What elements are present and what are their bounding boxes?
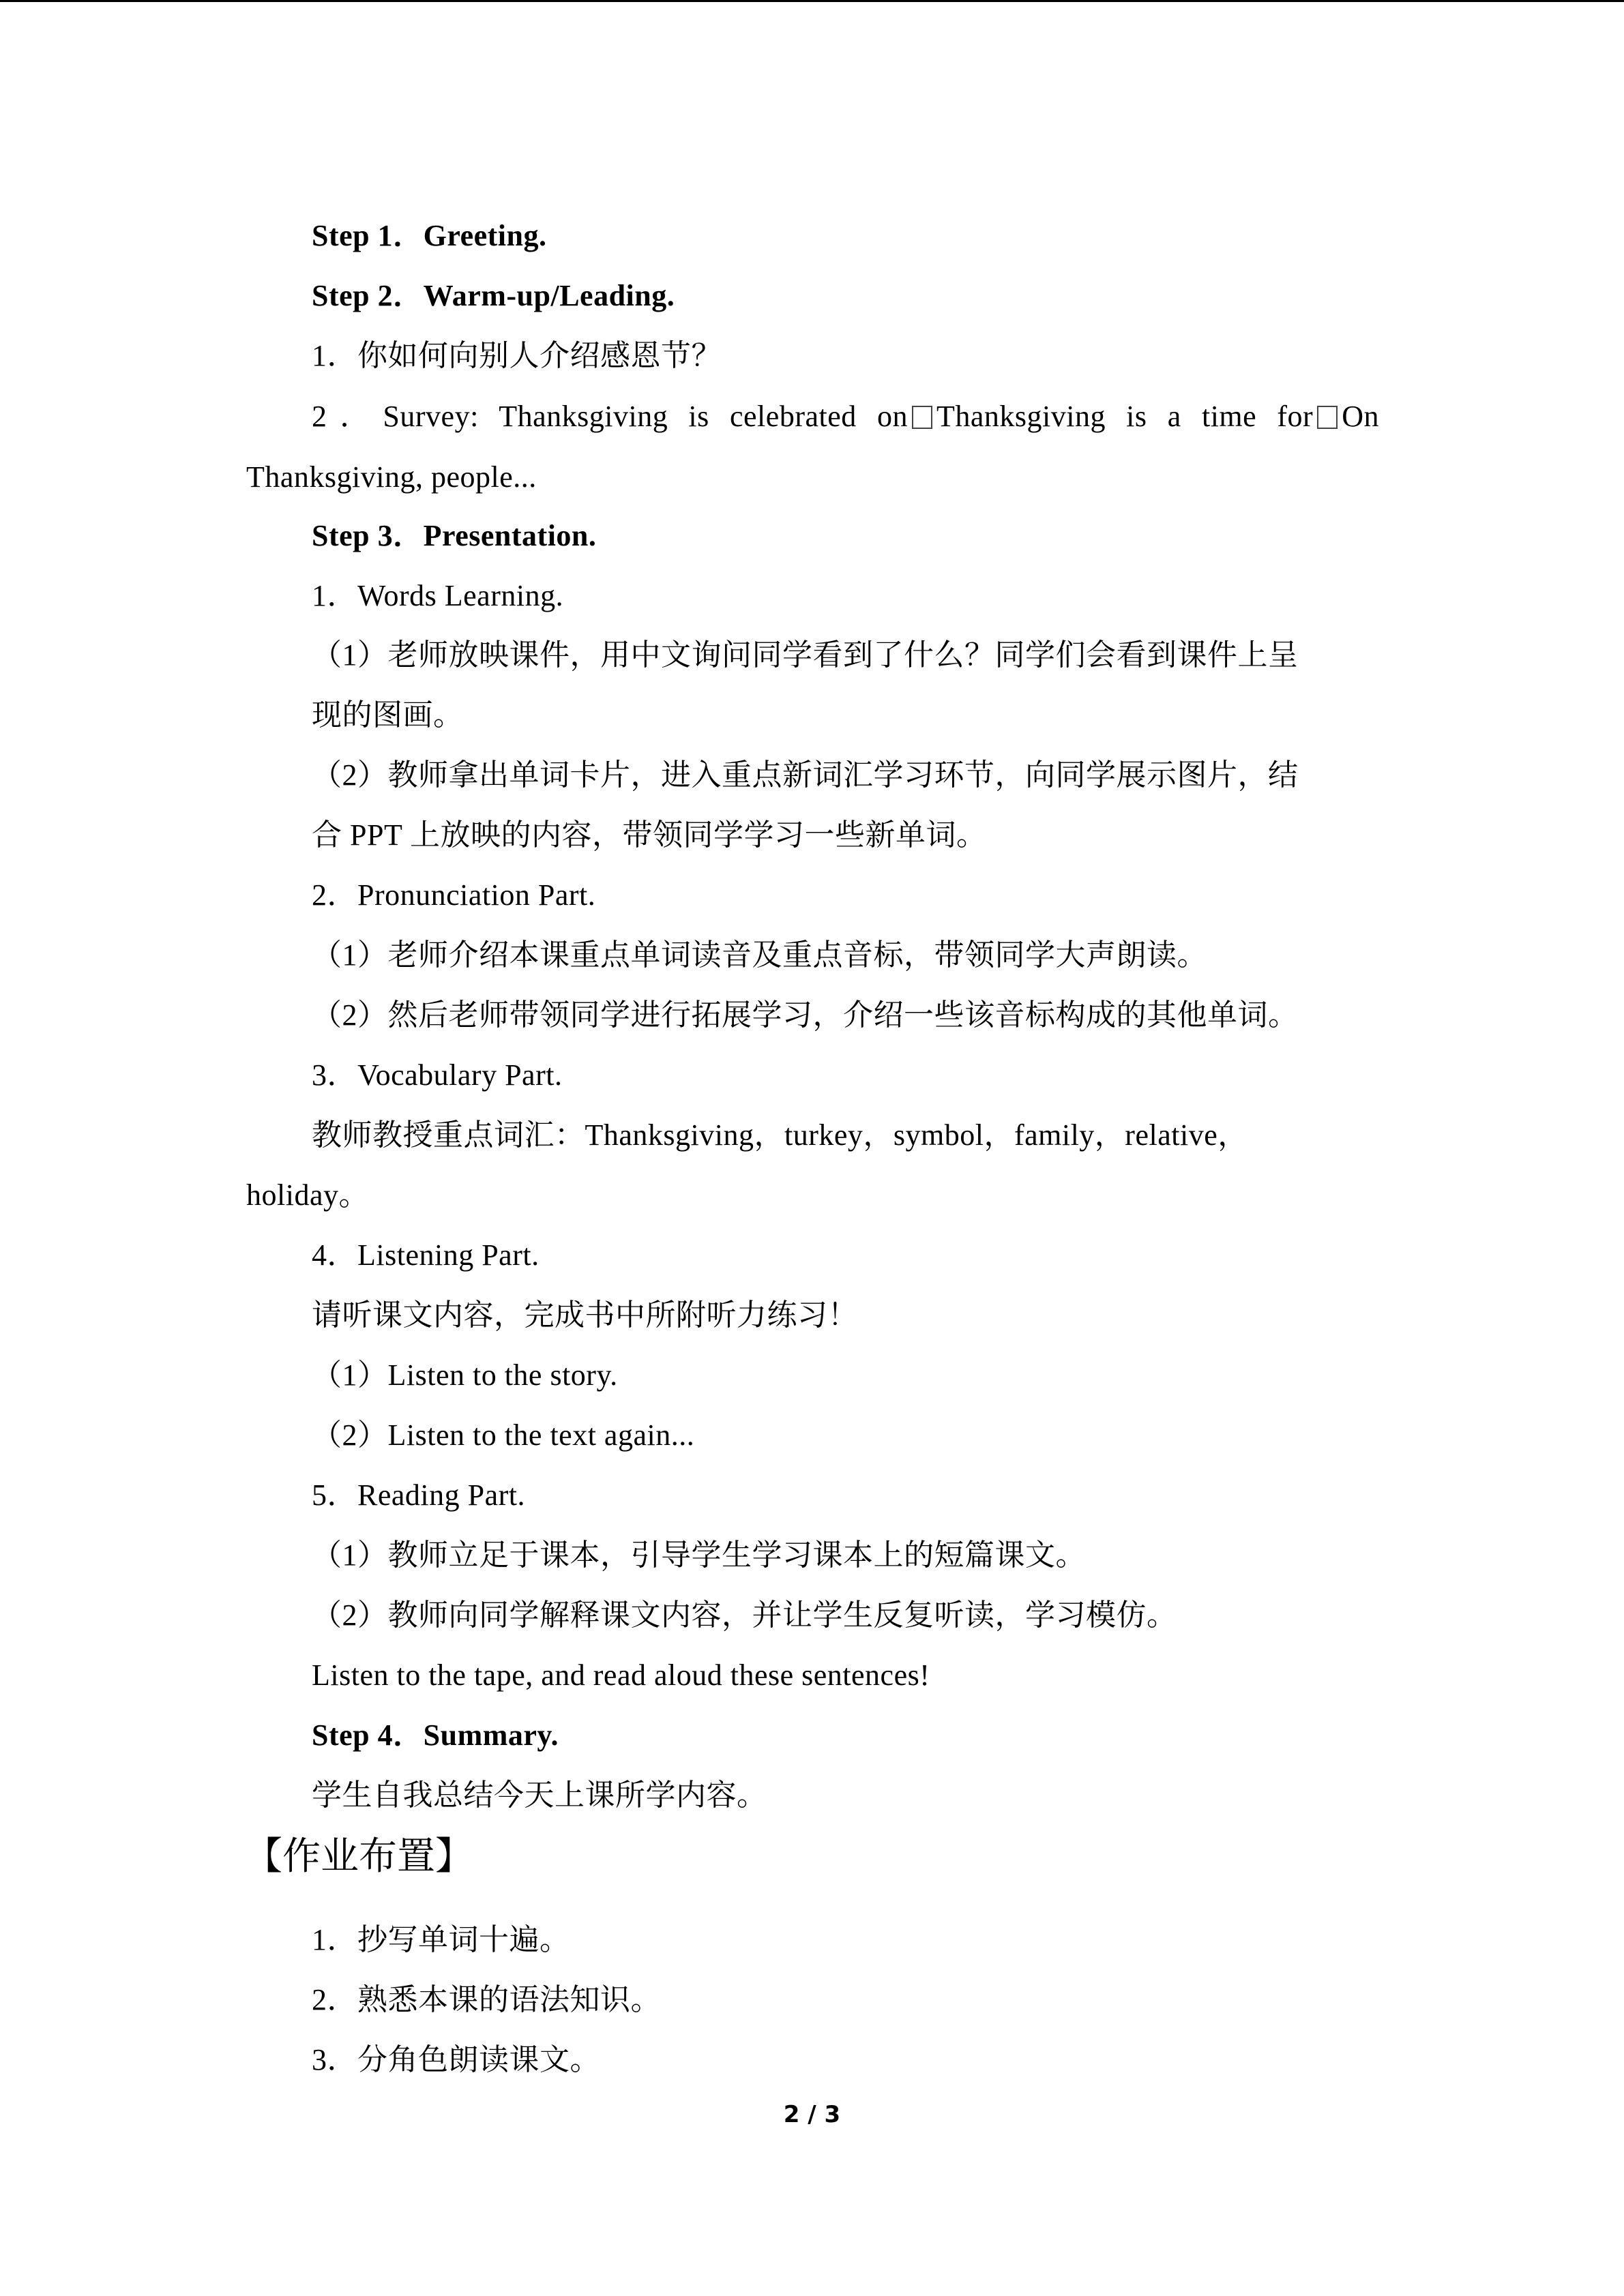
blank-box-icon — [1317, 406, 1338, 429]
list-item: 5．Reading Part. — [312, 1478, 526, 1512]
sub-item: （1）老师介绍本课重点单词读音及重点音标，带领同学大声朗读。 — [312, 938, 1207, 972]
list-item: 4．Listening Part. — [312, 1238, 540, 1272]
paragraph-continuation: Thanksgiving, people... — [246, 460, 537, 494]
instruction-text: 请听课文内容，完成书中所附听力练习！ — [312, 1298, 858, 1332]
survey-text: 2．Survey: Thanksgiving is celebrated on — [312, 400, 908, 433]
homework-item: 1．抄写单词十遍。 — [312, 1923, 570, 1956]
instruction-text: Listen to the tape, and read aloud these sentences! — [312, 1658, 930, 1692]
list-item: 3．Vocabulary Part. — [312, 1058, 563, 1092]
sub-item: （2）教师向同学解释课文内容，并让学生反复听读，学习模仿。 — [312, 1598, 1177, 1632]
sub-item: （2）Listen to the text again... — [312, 1418, 695, 1452]
blank-box-icon — [912, 406, 932, 429]
homework-title: 【作业布置】 — [244, 1834, 473, 1879]
page-number: 2 / 3 — [783, 2101, 841, 2128]
top-border — [0, 0, 1624, 2]
list-item: 2．Pronunciation Part. — [312, 878, 596, 912]
sub-item: （2）教师拿出单词卡片，进入重点新词汇学习环节，向同学展示图片，结 — [312, 758, 1299, 792]
homework-item: 2．熟悉本课的语法知识。 — [312, 1983, 661, 2016]
vocabulary-line: 教师教授重点词汇：Thanksgiving，turkey，symbol，family，relative， — [312, 1118, 1248, 1152]
survey-text: Thanksgiving is a time for — [936, 400, 1314, 433]
step-heading: Step 4．Summary. — [312, 1718, 559, 1752]
step-heading: Step 2．Warm-up/Leading. — [312, 279, 675, 312]
homework-item: 3．分角色朗读课文。 — [312, 2043, 600, 2076]
sub-item: （1）老师放映课件，用中文询问同学看到了什么？同学们会看到课件上呈 — [312, 638, 1299, 672]
list-item: 1．Words Learning. — [312, 579, 564, 612]
step-heading: Step 3．Presentation. — [312, 519, 597, 552]
summary-text: 学生自我总结今天上课所学内容。 — [312, 1778, 767, 1812]
survey-text: On — [1342, 400, 1379, 433]
sub-item: （2）然后老师带领同学进行拓展学习，介绍一些该音标构成的其他单词。 — [312, 998, 1299, 1032]
sub-item: （1）教师立足于课本，引导学生学习课本上的短篇课文。 — [312, 1538, 1086, 1572]
sub-item-continuation: 现的图画。 — [312, 698, 464, 732]
step-heading: Step 1．Greeting. — [312, 219, 547, 252]
list-item: 1．你如何向别人介绍感恩节？ — [312, 339, 722, 372]
survey-line — [312, 399, 1379, 434]
paragraph-continuation: holiday。 — [246, 1178, 369, 1212]
sub-item-continuation: 合 PPT 上放映的内容，带领同学学习一些新单词。 — [312, 818, 987, 852]
sub-item: （1）Listen to the story. — [312, 1358, 618, 1392]
